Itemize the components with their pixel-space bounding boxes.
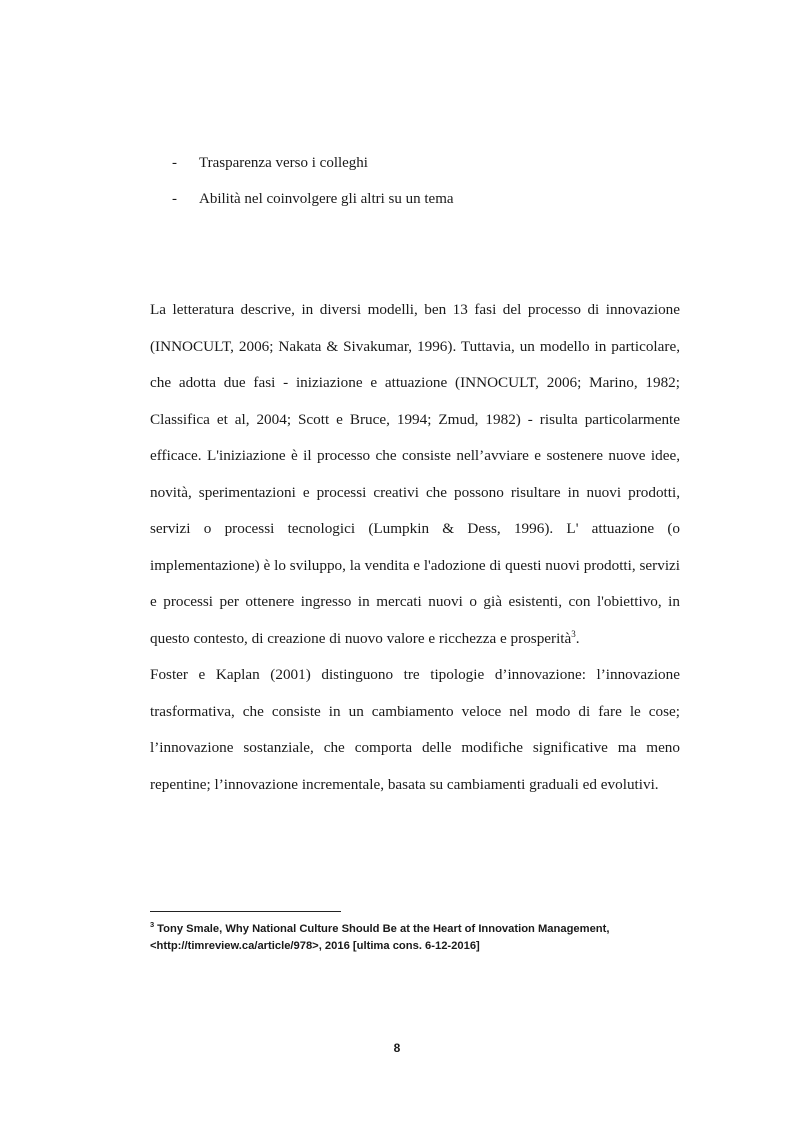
bullet-dash: - — [172, 191, 177, 207]
bullet-text: Abilità nel coinvolgere gli altri su un tema — [199, 191, 454, 207]
bullet-list — [172, 150, 692, 222]
paragraph-1-end: . — [575, 629, 580, 647]
list-item — [172, 150, 692, 186]
footnote-line-2: <http://timreview.ca/article/978>, 2016 [ultima cons. 6-12-2016] — [150, 940, 480, 952]
footnote-text-1: Tony Smale, Why National Culture Should Be at the Heart of Innovation Management, — [157, 923, 610, 935]
bullet-text: Trasparenza verso i colleghi — [199, 155, 368, 171]
page-number: 8 — [393, 1041, 401, 1055]
list-item — [172, 186, 692, 222]
footnote-number: 3 — [150, 920, 155, 930]
paragraph-2: Foster e Kaplan (2001) distinguono tre tipologie d’innovazione: l’innovazione trasformativa, che consiste in un cambiamento veloce nel modo di fare le cose; l’innovazione sostanziale, che comporta delle modifiche significative ma meno repentine; l’innovazione incrementale, basata su cambiamenti graduali ed evolutivi. — [150, 666, 680, 793]
bullet-dash: - — [172, 155, 177, 171]
footnote-reference[interactable]: 3 — [571, 628, 576, 639]
paragraph-1-text: La letteratura descrive, in diversi modelli, ben 13 fasi del processo di innovazione (INNOCULT, 2006; Nakata & Sivakumar, 1996). Tuttavia, un modello in particolare, che adotta due fasi - iniziazione e attuazione (INNOCULT, 2006; Marino, 1982; Classifica et al, 2004; Scott e Bruce, 1994; Zmud, 1982) - risulta particolarmente efficace. L'iniziazione è il processo che consiste nell’avviare e sostenere nuove idee, novità, sperimentazioni e processi creativi che possono risultare in nuovi prodotti, servizi o processi tecnologici (Lumpkin & Dess, 1996). L' attuazione (o implementazione) è lo sviluppo, la vendita e l'adozione di questi nuovi prodotti, servizi e processi per ottenere ingresso in mercati nuovi o già esistenti, con l'obiettivo, in questo contesto, di creazione di nuovo valore e ricchezza e prosperità — [150, 301, 680, 647]
footnote — [150, 921, 690, 955]
footnote-separator — [150, 911, 341, 912]
paragraph-1 — [150, 292, 680, 657]
footnote-line-1 — [150, 921, 690, 938]
body-text — [150, 292, 680, 803]
